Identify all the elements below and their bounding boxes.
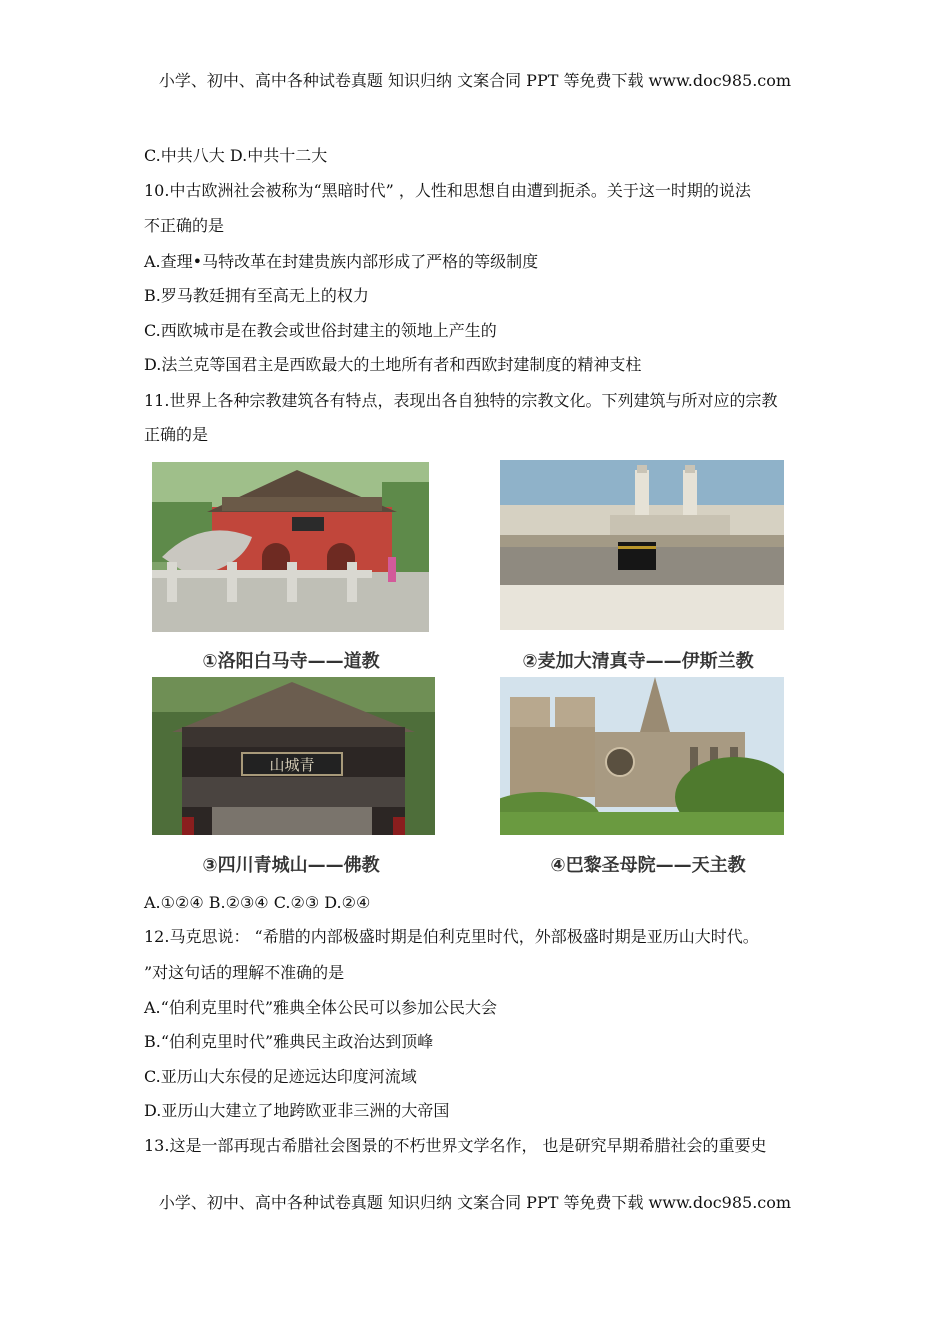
caption-1: ①洛阳白马寺——道教 [202, 651, 380, 672]
photo-notre-dame [500, 677, 784, 835]
q12-option-b: B.“伯利克里时代”雅典民主政治达到顶峰 [144, 1032, 434, 1051]
page-footer: 小学、初中、高中各种试卷真题 知识归纳 文案合同 PPT 等免费下载 www.doc985.com [158, 1193, 792, 1212]
photo-qingcheng-gate [152, 677, 435, 835]
caption-4: ④巴黎圣母院——天主教 [550, 855, 746, 876]
q10-option-c: C.西欧城市是在教会或世俗封建主的领地上产生的 [144, 321, 497, 340]
q12-option-d: D.亚历山大建立了地跨欧亚非三洲的大帝国 [144, 1101, 450, 1120]
q10-option-b: B.罗马教廷拥有至高无上的权力 [144, 286, 369, 305]
q12-option-c: C.亚历山大东侵的足迹远达印度河流域 [144, 1067, 417, 1086]
q9-options: C.中共八大 D.中共十二大 [144, 146, 328, 165]
q12-stem-line2: ”对这句话的理解不准确的是 [144, 963, 345, 982]
photo-mecca-mosque [500, 460, 784, 630]
page-header: 小学、初中、高中各种试卷真题 知识归纳 文案合同 PPT 等免费下载 www.doc985.com [158, 71, 792, 90]
q10-stem-line2: 不正确的是 [144, 216, 225, 235]
q12-option-a: A.“伯利克里时代”雅典全体公民可以参加公民大会 [144, 998, 498, 1017]
q10-option-d: D.法兰克等国君主是西欧最大的土地所有者和西欧封建制度的精神支柱 [144, 355, 642, 374]
q10-option-a: A.查理•马特改革在封建贵族内部形成了严格的等级制度 [144, 252, 539, 271]
q12-stem-line1: 12.马克思说： “希腊的内部极盛时期是伯利克里时代，外部极盛时期是亚历山大时代。 [144, 927, 759, 946]
photo-baima-temple [152, 462, 429, 632]
plaque-text: 山城青 [269, 756, 315, 774]
caption-3: ③四川青城山——佛教 [202, 855, 380, 876]
q11-stem-line1: 11.世界上各种宗教建筑各有特点，表现出各自独特的宗教文化。下列建筑与所对应的宗教 [144, 391, 778, 410]
q11-options: A.①②④ B.②③④ C.②③ D.②④ [144, 893, 371, 912]
q13-stem-line1: 13.这是一部再现古希腊社会图景的不朽世界文学名作， 也是研究早期希腊社会的重要史 [144, 1136, 767, 1155]
caption-2: ②麦加大清真寺——伊斯兰教 [522, 651, 754, 672]
q10-stem-line1: 10.中古欧洲社会被称为“黑暗时代” ，人性和思想自由遭到扼杀。关于这一时期的说法 [144, 181, 751, 200]
q11-stem-line2: 正确的是 [144, 425, 209, 444]
